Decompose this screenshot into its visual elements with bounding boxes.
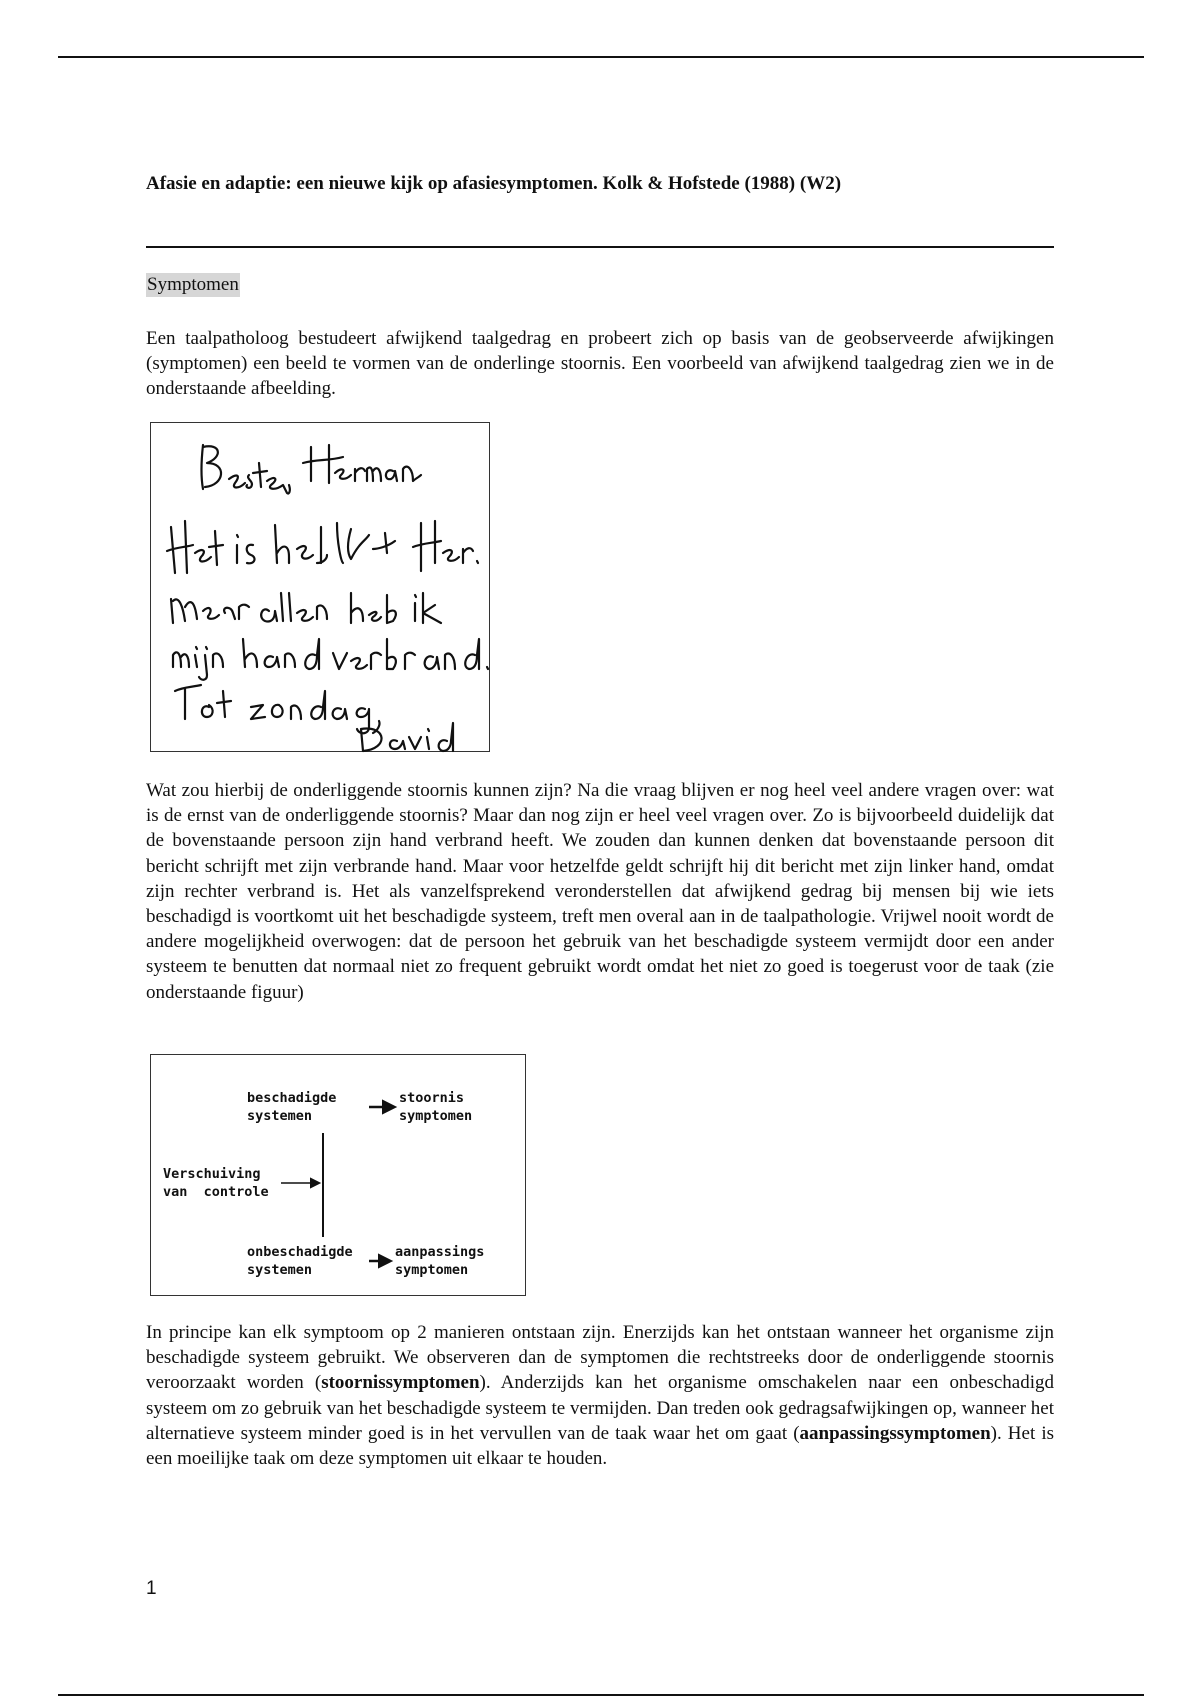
- handwriting-sample-figure: [150, 422, 490, 752]
- page-number: 1: [146, 1578, 157, 1599]
- damaged-systems-label: beschadigde systemen: [247, 1090, 337, 1124]
- shift-arrowhead: [311, 1179, 319, 1187]
- undamaged-systems-label: onbeschadigde systemen: [247, 1244, 353, 1278]
- title-divider: [146, 246, 1054, 248]
- adaptation-symptoms-label: aanpassings symptomen: [395, 1244, 485, 1278]
- paragraph-conclusion-part2: ). Anderzijds kan het organisme omschakelen naar een onbeschadigd systeem om zo gebruik van het beschadigde systeem te vermijden. Dan treden ook gedragsafwijkingen op, wanneer het alternatieve systeem minder goed is in het vervullen van de taak waar het om gaat (: [146, 1372, 1054, 1444]
- paragraph-conclusion-part3: ). Het is een moeilijke taak om deze symptomen uit elkaar te houden.: [146, 1422, 1054, 1470]
- document-title: Afasie en adaptie: een nieuwe kijk op afasiesymptomen. Kolk & Hofstede (1988) (W2): [146, 173, 842, 194]
- paragraph-intro: Een taalpatholoog bestudeert afwijkend taalgedrag en probeert zich op basis van de geobserveerde afwijkingen (symptomen) een beeld te vormen van de onderlinge stoornis. Een voorbeeld van afwijkend taalgedrag zien we in de onderstaande afbeelding.: [146, 328, 1054, 400]
- top-rule: [58, 56, 1144, 58]
- undamaged-to-adaptation-arrowhead: [379, 1255, 391, 1267]
- damaged-to-disorder-arrowhead: [383, 1101, 395, 1113]
- shift-of-control-label: Verschuiving van controle: [163, 1166, 269, 1200]
- section-heading: Symptomen: [147, 274, 239, 295]
- paragraph-discussion: Wat zou hierbij de onderliggende stoornis kunnen zijn? Na die vraag blijven er nog heel veel andere vragen over: wat is de ernst van de onderliggende stoornis? Maar dan nog zijn er heel veel vragen over. Zo is bijvoorbeeld duidelijk dat de bovenstaande persoon zijn hand verbrand heeft. We zouden dan kunnen denken dat bovenstaande persoon dit bericht schrijft met zijn verbrande hand. Maar voor hetzelfde geldt schrijft hij dit bericht met zijn linker hand, omdat zijn rechter verbrand is. Het als vanzelfsprekend veronderstellen dat afwijkend gedrag bij mensen bij wie iets beschadigd is voortkomt uit het beschadigde systeem, treft men overal aan in de taalpathologie. Vrijwel nooit wordt de andere mogelijkheid overwogen: dat de persoon het gebruik van het beschadigde systeem vermijdt door een ander systeem te benutten dat normaal niet zo frequent gebruikt wordt omdat het niet zo goed is toegerust voor de taak (zie onderstaande figuur): [146, 780, 1054, 1003]
- disorder-symptoms-label: stoornis symptomen: [399, 1090, 473, 1124]
- term-adaptation-symptoms: aanpassingssymptomen: [799, 1422, 991, 1444]
- handwriting-sample-image: [151, 423, 491, 753]
- symptom-model-diagram: [150, 1054, 526, 1296]
- paragraph-conclusion: [146, 1320, 1054, 1471]
- paragraph-conclusion-part1: In principe kan elk symptoom op 2 manieren ontstaan zijn. Enerzijds kan het ontstaan wanneer het organisme zijn beschadigde systeem gebruikt. We observeren dan de symptomen die rechtstreeks door de onderliggende stoornis veroorzaakt worden (: [146, 1322, 1054, 1394]
- bottom-rule: [58, 1694, 1144, 1696]
- diagram-connectors: [151, 1055, 527, 1297]
- term-disorder-symptoms: stoornissymptomen: [321, 1372, 480, 1394]
